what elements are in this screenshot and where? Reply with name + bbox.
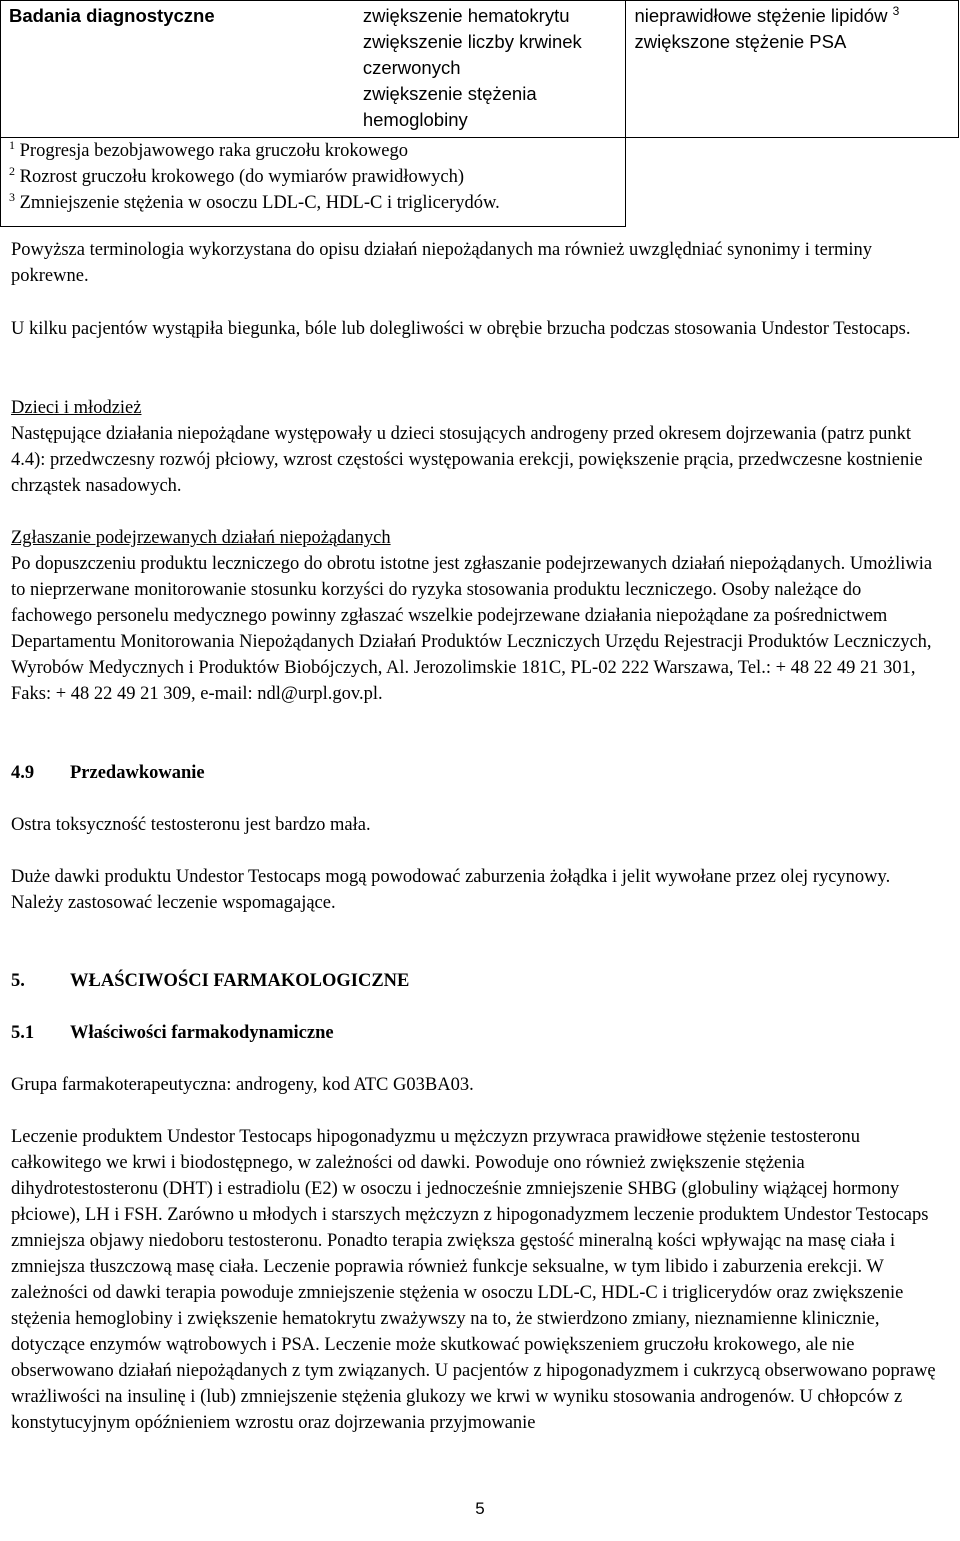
empty-cell	[626, 138, 959, 227]
pharmacodynamics-paragraph: Leczenie produktem Undestor Testocaps hipogonadyzmu u mężczyzn przywraca prawidłowe stężenie testosteronu całkowitego we krwi i biodostępnego, w zależności od dawki. Powoduje ono również zwiększenie stężenia dihydrotestosteronu (DHT) i estradiolu (E2) w osoczu i jednocześnie zmniejszenie SHBG (globuliny wiążącej hormony płciowe), LH i FSH. Zarówno u młodych i starszych mężczyzn z hipogonadyzmem leczenie produktem Undestor Testocaps zmniejsza objawy niedoboru testosteronu. Ponadto terapia zwiększa gęstość mineralną kości wpływając na masę ciała i zmniejsza tłuszczową masę ciała. Leczenie poprawia również funkcje seksualne, w tym libido i zaburzenia erekcji. W zależności od dawki terapia powoduje zmniejszenie stężenia w osoczu LDL-C, HDL-C i triglicerydów oraz zwiększenie stężenia hemoglobiny i zwiększenie hematokrytu zważywszy na to, że stwierdzono zmiany, nieznamienne klinicznie, dotyczące enzymów wątrobowych i PSA. Leczenie może skutkować powiększeniem gruczołu krokowego, ale nie obserwowano działań niepożądanych z tym związanych. U pacjentów z hipogonadyzmem i cukrzycą obserwowano poprawę wrażliwości na insulinę i (lub) zmniejszenie stężenia glukozy we krwi w wyniku stosowania androgenów. U chłopców z konstytucyjnym opóźnieniem wzrostu oraz dojrzewania przyjmowanie	[11, 1127, 936, 1433]
table-row	[1, 1, 959, 138]
diarrhea-paragraph: U kilku pacjentów wystąpiła biegunka, bóle lub dolegliwości w obrębie brzucha podczas stosowania Undestor Testocaps.	[11, 319, 911, 339]
adverse-effects-table	[0, 0, 959, 227]
footnote-ref: 3	[892, 3, 900, 18]
reporting-text: Po dopuszczeniu produktu leczniczego do obrotu istotne jest zgłaszanie podejrzewanych działań niepożądanych. Umożliwia to nieprzerwane monitorowanie stosunku korzyści do ryzyka stosowania produktu leczniczego. Osoby należące do fachowego personelu medycznego powinny zgłaszać wszelkie podejrzewane działania niepożądane za pośrednictwem Departamentu Monitorowania Niepożądanych Działań Produktów Leczniczych Urzędu Rejestracji Produktów Leczniczych, Wyrobów Medycznych i Produktów Biobójczych, Al. Jerozolimskie 181C, PL-02 222 Warszawa, Tel.: + 48 22 49 21 301, Faks: + 48 22 49 21 309, e-mail: ndl@urpl.gov.pl.	[11, 554, 933, 704]
footnote: $^2$ Rozrost gruczołu krokowego (do wymiarów prawidłowych)	[9, 163, 465, 187]
effect-item: zwiększone stężenie PSA	[634, 31, 847, 52]
effect-item: nieprawidłowe stężenie lipidów $^3$	[634, 3, 900, 26]
terminology-paragraph: Powyższa terminologia wykorzystana do opisu działań niepożądanych ma również uwzględniać synonimy i terminy pokrewne.	[11, 240, 873, 286]
children-text: Następujące działania niepożądane występowały u dzieci stosujących androgeny przed okresem dojrzewania (patrz punkt 4.4): przedwczesny rozwój płciowy, wzrost częstości występowania erekcji, powiększenie prącia, przedwczesne kostnienie chrząstek nasadowych.	[11, 424, 923, 496]
footnote: $^3$ Zmniejszenie stężenia w osoczu LDL-C, HDL-C i triglicerydów.	[9, 189, 500, 213]
footnote: $^1$ Progresja bezobjawowego raka gruczołu krokowego	[9, 137, 408, 161]
effect-item: zwiększenie liczby krwinek czerwonych	[362, 31, 582, 78]
section-heading-5: 5. WŁAŚCIWOŚCI FARMAKOLOGICZNE	[11, 971, 410, 991]
row-label: Badania diagnostyczne	[9, 5, 215, 26]
section-heading-4-9: 4.9 Przedawkowanie	[11, 763, 205, 783]
effect-item: zwiększenie stężenia hemoglobiny	[362, 83, 537, 130]
effect-item: zwiększenie hematokrytu	[362, 5, 570, 26]
effects-cell	[331, 1, 626, 138]
reporting-section	[11, 525, 946, 707]
page-number: 5	[475, 1499, 485, 1518]
reporting-heading: Zgłaszanie podejrzewanych działań niepożądanych	[11, 528, 391, 548]
overdose-paragraph-1: Ostra toksyczność testosteronu jest bardzo mała.	[11, 815, 371, 835]
effects-cell-2	[626, 1, 959, 138]
row-label-cell	[1, 1, 331, 138]
footnote-row	[1, 138, 959, 227]
section-heading-5-1: 5.1 Właściwości farmakodynamiczne	[11, 1023, 334, 1043]
children-heading: Dzieci i młodzież	[11, 398, 142, 418]
footnotes-cell	[1, 138, 626, 227]
overdose-paragraph-2: Duże dawki produktu Undestor Testocaps mogą powodować zaburzenia żołądka i jelit wywołane przez olej rycynowy. Należy zastosować leczenie wspomagające.	[11, 867, 891, 913]
pharmacotherapeutic-group: Grupa farmakoterapeutyczna: androgeny, kod ATC G03BA03.	[11, 1075, 474, 1095]
children-section	[11, 395, 946, 499]
